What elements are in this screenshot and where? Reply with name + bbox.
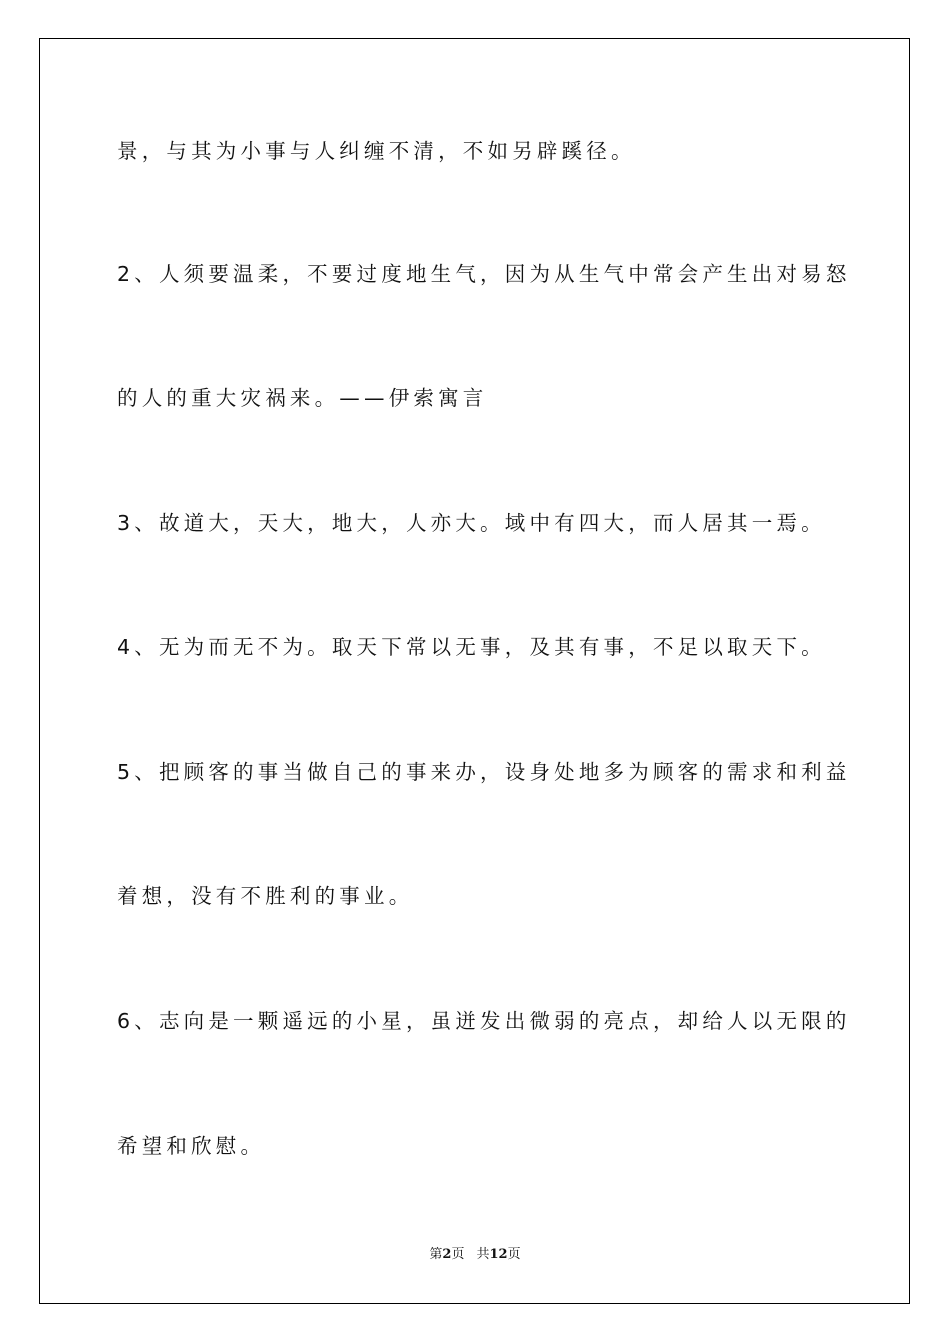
text-line-7: 着想，没有不胜利的事业。 bbox=[117, 884, 414, 908]
text-line-4: 3、故道大，天大，地大，人亦大。域中有四大，而人居其一焉。 bbox=[117, 511, 826, 535]
page-footer bbox=[0, 1247, 950, 1263]
text-line-6: 5、把顾客的事当做自己的事来办，设身处地多为顾客的需求和利益 bbox=[117, 760, 851, 784]
text-line-2: 2、人须要温柔，不要过度地生气，因为从生气中常会产生出对易怒 bbox=[117, 262, 851, 286]
text-line-5: 4、无为而无不为。取天下常以无事，及其有事，不足以取天下。 bbox=[117, 635, 826, 659]
footer-page-number: 2 bbox=[442, 1247, 452, 1262]
text-line-3: 的人的重大灾祸来。——伊索寓言 bbox=[117, 386, 488, 410]
footer-page-suffix: 页 bbox=[451, 1247, 465, 1262]
text-line-1: 景，与其为小事与人纠缠不清，不如另辟蹊径。 bbox=[117, 139, 636, 163]
text-line-8: 6、志向是一颗遥远的小星，虽迸发出微弱的亮点，却给人以无限的 bbox=[117, 1009, 851, 1033]
footer-total-prefix: 共 bbox=[476, 1247, 490, 1262]
footer-total-suffix: 页 bbox=[507, 1247, 521, 1262]
page-border bbox=[39, 38, 910, 1304]
text-line-9: 希望和欣慰。 bbox=[117, 1134, 266, 1158]
footer-total-pages: 12 bbox=[489, 1247, 508, 1262]
footer-page-prefix: 第 bbox=[429, 1247, 443, 1262]
